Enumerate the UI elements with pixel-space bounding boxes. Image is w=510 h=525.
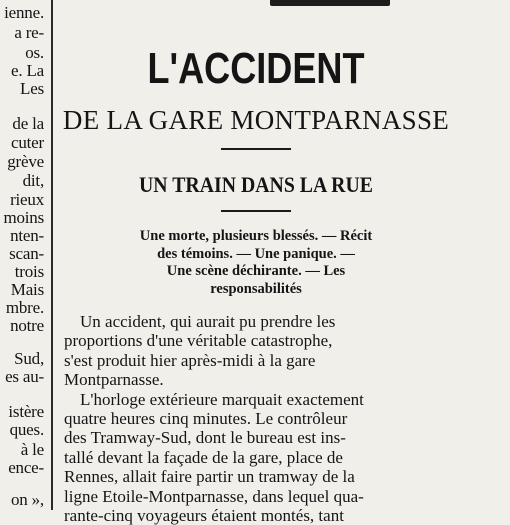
summary-line: Une morte, plusieurs blessés. — Récit	[139, 228, 373, 244]
left-column-line: ienne.	[4, 3, 44, 22]
body-line: des Tramway-Sud, dont le bureau est ins-	[64, 428, 346, 448]
left-column-line: ques.	[9, 420, 44, 439]
left-column-line: Les	[20, 79, 44, 98]
body-line: tallé devant la façade de la gare, place de	[64, 447, 343, 467]
left-column-line: notre	[10, 316, 44, 335]
left-column-line: cuter	[11, 133, 44, 152]
summary-line: des témoins. — Une panique. —	[157, 245, 355, 262]
summary-line: Une scène déchirante. — Les	[166, 263, 346, 279]
article-column	[56, 0, 510, 525]
article-body	[64, 312, 494, 525]
headline: L'ACCIDENT	[147, 44, 365, 93]
left-column-line: grève	[7, 152, 44, 171]
subheadline: DE LA GARE MONTPARNASSE	[62, 105, 450, 135]
left-column-line: e. La	[11, 61, 44, 80]
separator-rule	[221, 148, 291, 150]
summary-block	[56, 228, 456, 298]
left-column-line: ence-	[8, 458, 44, 477]
left-column-line: de la	[12, 114, 44, 133]
body-line: Rennes, allait faire partir un tramway de la	[64, 467, 355, 487]
body-line: Un accident, qui aurait pu prendre les	[80, 312, 336, 331]
left-column-line: dit,	[22, 171, 44, 190]
left-column-line: scan-	[9, 244, 44, 263]
body-line: Montparnasse.	[64, 370, 164, 390]
left-column-line: rieux	[10, 190, 44, 209]
left-column-fragment	[0, 0, 48, 510]
body-line: L'horloge extérieure marquait exactement	[80, 389, 364, 409]
left-column-line: a re-	[14, 23, 44, 42]
left-column-line: mbre.	[5, 298, 44, 317]
left-column-line: moins	[3, 208, 44, 227]
left-column-line: istère	[8, 402, 44, 421]
left-column-line: es au-	[5, 367, 44, 386]
left-column-line: on »,	[10, 490, 44, 509]
body-line: ligne Etoile-Montparnasse, dans lequel qua-	[64, 486, 364, 506]
left-column-line: Sud,	[14, 349, 44, 368]
left-column-line: os.	[25, 43, 44, 62]
left-column-line: Mais	[10, 280, 44, 299]
body-line: s'est produit hier après-midi à la gare	[64, 350, 316, 370]
body-line: quatre heures cinq minutes. Le contrôleur	[64, 409, 348, 429]
left-column-line: trois	[14, 262, 44, 281]
secondary-title: UN TRAIN DANS LA RUE	[139, 172, 373, 197]
body-line: proportions d'une véritable catastrophe,	[64, 331, 333, 351]
left-column-line: nten-	[10, 226, 44, 245]
column-divider	[51, 0, 53, 510]
summary-line: responsabilités	[210, 280, 302, 297]
body-line: rante-cinq voyageurs étaient montés, tant	[64, 506, 344, 525]
separator-rule	[221, 210, 291, 212]
left-column-line: à le	[20, 440, 44, 459]
